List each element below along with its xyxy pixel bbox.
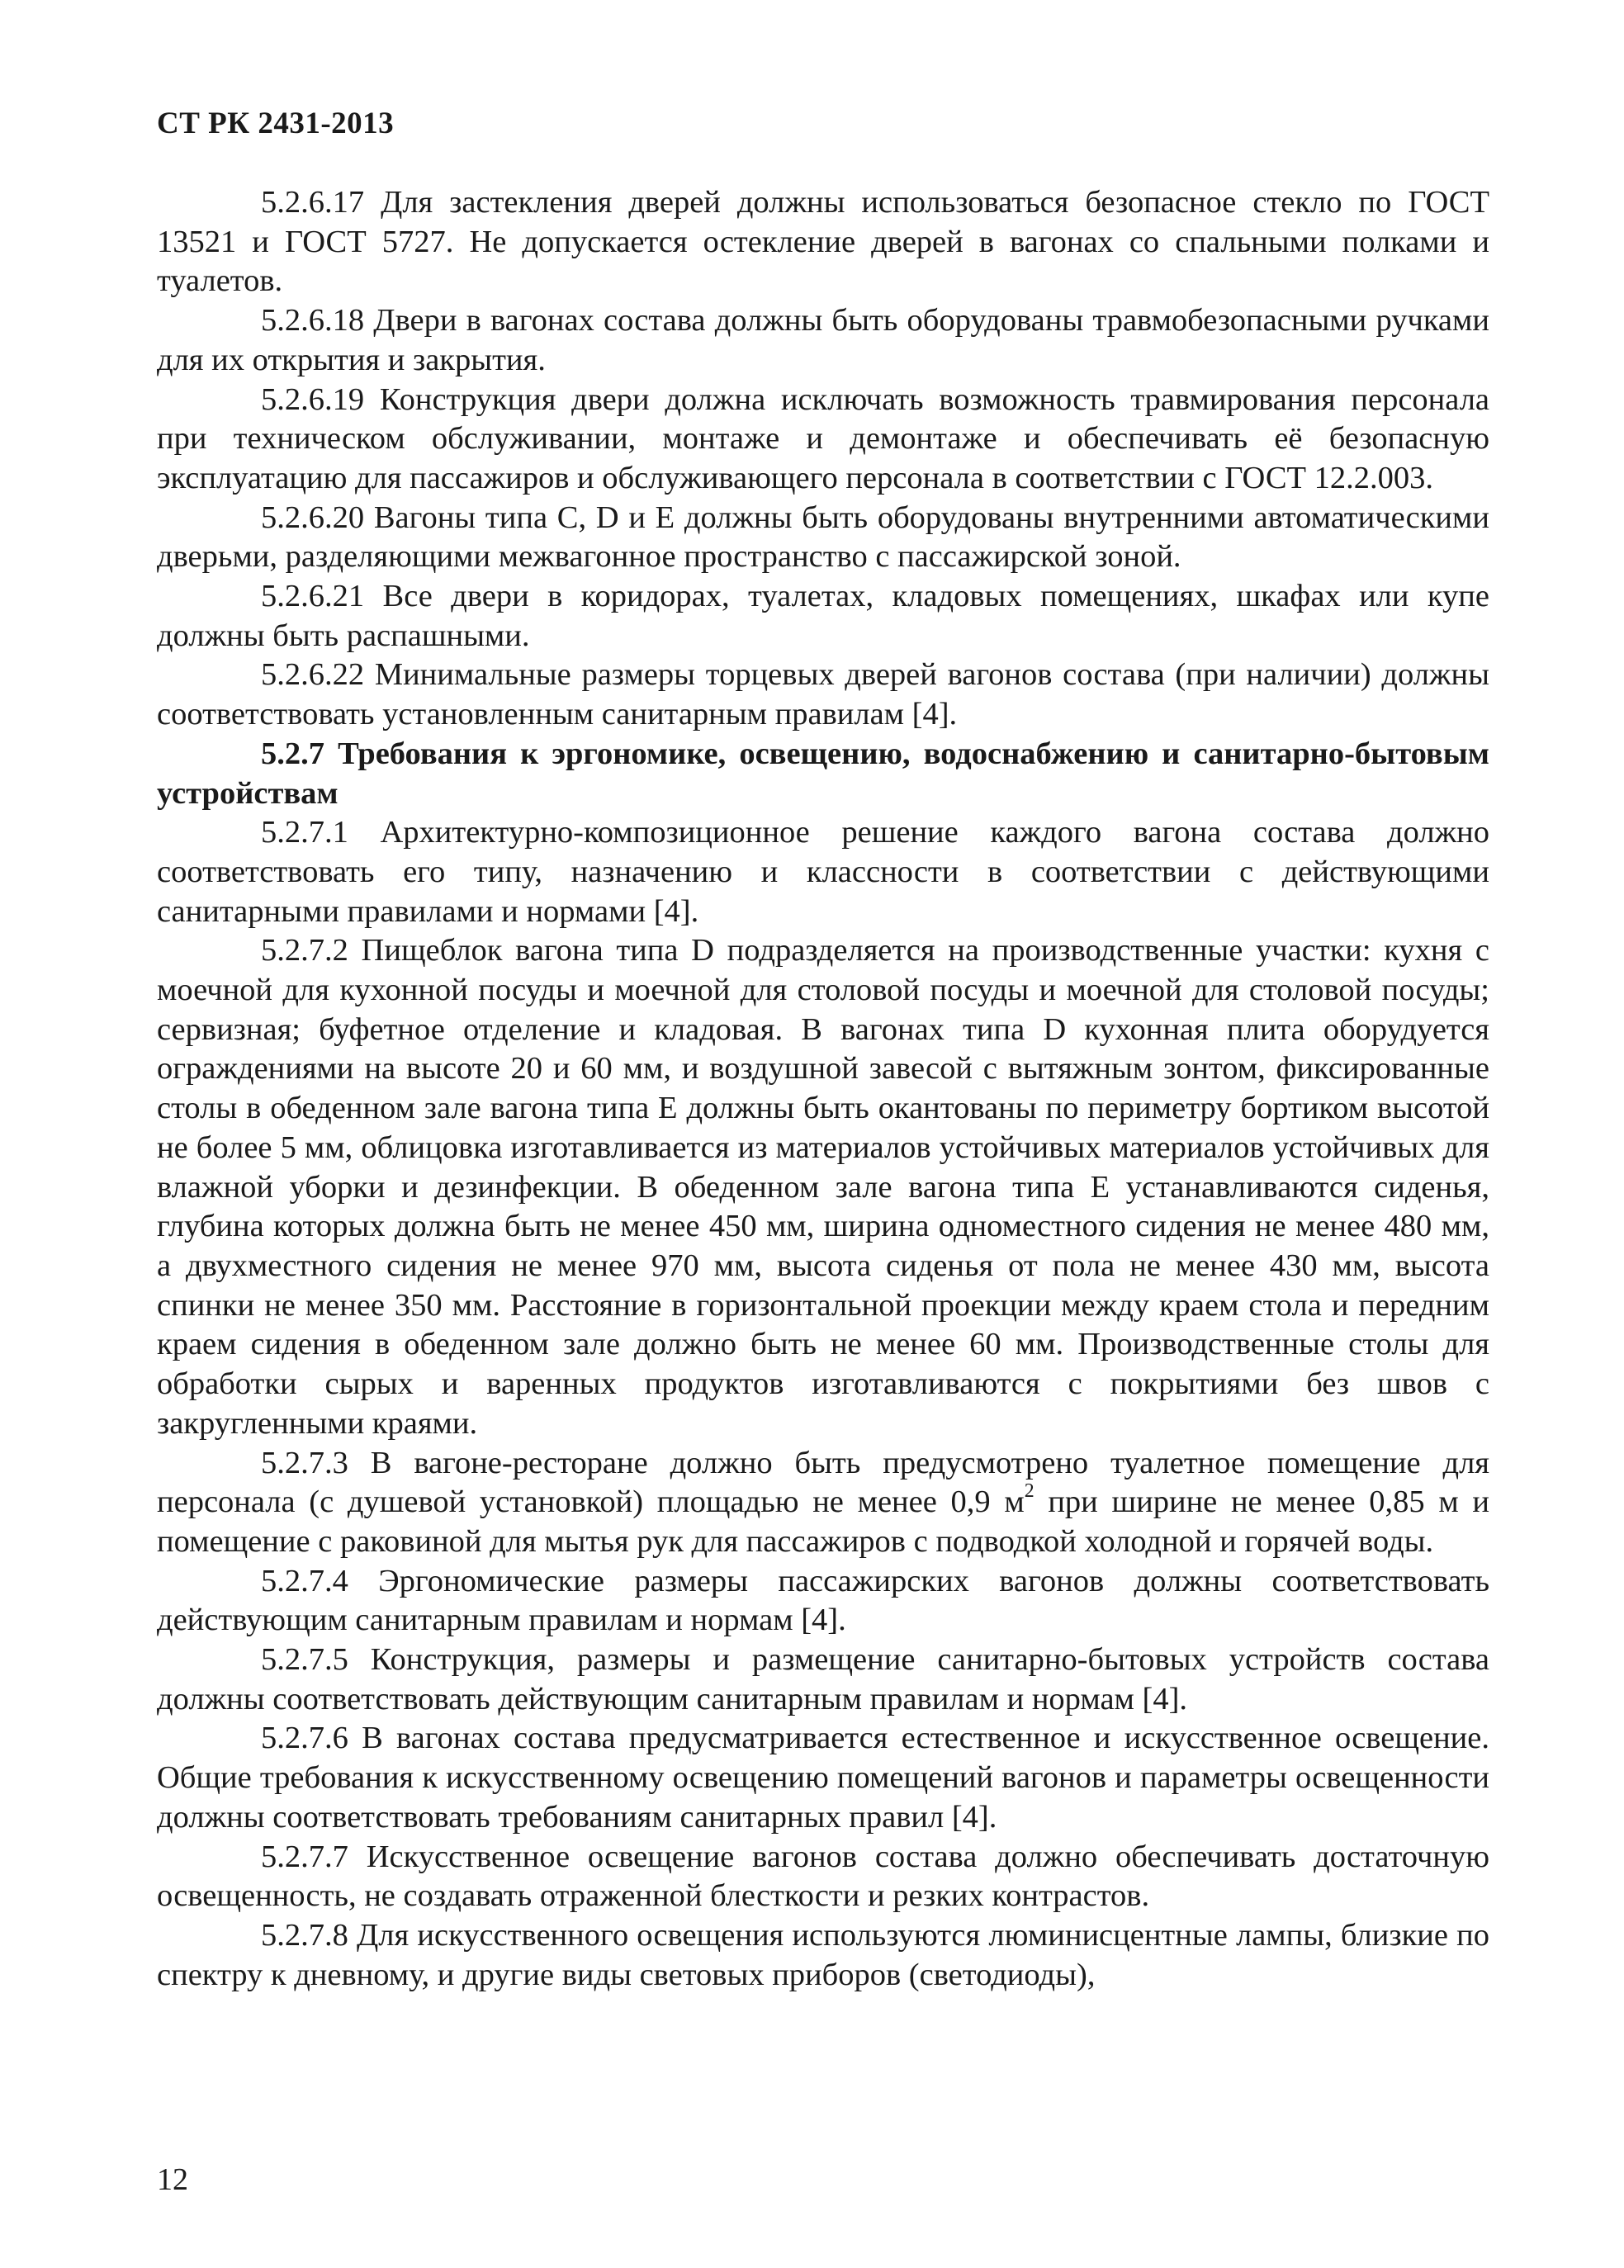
- paragraph-5-2-6-19: 5.2.6.19 Конструкция двери должна исключать возможность травмирования персонала при техническом обслуживании, монтаже и демонтаже и обеспечивать её безопасную эксплуатацию для пассажиров и обслуживающего персонала в соответствии с ГОСТ 12.2.003.: [157, 381, 1489, 495]
- paragraph-5-2-7-7: 5.2.7.7 Искусственное освещение вагонов состава должно обеспечивать достаточную освещенность, не создавать отраженной блесткости и резких контрастов.: [157, 1839, 1489, 1914]
- paragraph-5-2-7-3: [157, 1444, 1489, 1562]
- paragraph-5-2-6-18: 5.2.6.18 Двери в вагонах состава должны быть оборудованы травмобезопасными ручками для их открытия и закрытия.: [157, 303, 1489, 377]
- page-number: 12: [157, 2162, 188, 2197]
- paragraph-5-2-6-22: 5.2.6.22 Минимальные размеры торцевых дверей вагонов состава (при наличии) должны соответствовать установленным санитарным правилам [4].: [157, 657, 1489, 732]
- paragraph-5-2-7-6: 5.2.7.6 В вагонах состава предусматривается естественное и искусственное освещение. Общие требования к искусственному освещению помещений вагонов и параметры освещенности должны соответствовать требованиям санитарных правил [4].: [157, 1721, 1489, 1835]
- paragraph-5-2-7-2: 5.2.7.2 Пищеблок вагона типа D подразделяется на производственные участки: кухня с моечной для кухонной посуды и моечной для столовой посуды и моечной для столовой посуды; сервизная; буфетное отделение и кладовая. В вагонах типа D кухонная плита оборудуется ограждениями на высоте 20 и 60 мм, и воздушной завесой с вытяжным зонтом, фиксированные столы в обеденном зале вагона типа Е должны быть окантованы по периметру бортиком высотой не более 5 мм, облицовка изготавливается из материалов устойчивых материалов устойчивых для влажной уборки и дезинфекции. В обеденном зале вагона типа Е устанавливаются сиденья, глубина которых должна быть не менее 450 мм, ширина одноместного сидения не менее 480 мм, а двухместного сидения не менее 970 мм, высота сиденья от пола не менее 430 мм, высота спинки не менее 350 мм. Расстояние в горизонтальной проекции между краем стола и передним краем сидения в обеденном зале должно быть не менее 60 мм. Производственные столы для обработки сырых и варенных продуктов изготавливаются с покрытиями без швов с закругленными краями.: [157, 933, 1489, 1441]
- square-superscript: 2: [1024, 1480, 1035, 1503]
- paragraph-5-2-7-3-before: 5.2.7.3 В вагоне-ресторане должно быть предусмотрено туалетное помещение для персонала (с душевой установкой) площадью не менее 0,9 м: [157, 1445, 1489, 1520]
- paragraph-5-2-6-21: 5.2.6.21 Все двери в коридорах, туалетах, кладовых помещениях, шкафах или купе должны быть распашными.: [157, 579, 1489, 653]
- paragraph-5-2-7-3-after: при ширине не менее 0,85 м и помещение с раковиной для мытья рук для пассажиров с подводкой холодной и горячей воды.: [157, 1484, 1489, 1559]
- section-heading-5-2-7: 5.2.7 Требования к эргономике, освещению, водоснабжению и санитарно-бытовым устройствам: [157, 736, 1489, 811]
- document-header-code: СТ РК 2431-2013: [157, 107, 395, 140]
- paragraph-5-2-7-1: 5.2.7.1 Архитектурно-композиционное решение каждого вагона состава должно соответствовать его типу, назначению и классности в соответствии с действующими санитарными правилами и нормами [4].: [157, 815, 1489, 929]
- paragraph-5-2-6-17: 5.2.6.17 Для застекления дверей должны использоваться безопасное стекло по ГОСТ 13521 и ГОСТ 5727. Не допускается остекление дверей в вагонах со спальными полками и туалетов.: [157, 185, 1489, 299]
- paragraph-5-2-7-4: 5.2.7.4 Эргономические размеры пассажирских вагонов должны соответствовать действующим санитарным правилам и нормам [4].: [157, 1563, 1489, 1638]
- paragraph-5-2-7-8: 5.2.7.8 Для искусственного освещения используются люминисцентные лампы, близкие по спектру к дневному, и другие виды световых приборов (светодиоды),: [157, 1917, 1489, 1992]
- paragraph-5-2-7-5: 5.2.7.5 Конструкция, размеры и размещение санитарно-бытовых устройств состава должны соответствовать действующим санитарным правилам и нормам [4].: [157, 1642, 1489, 1716]
- document-body: [157, 183, 1489, 1995]
- paragraph-5-2-6-20: 5.2.6.20 Вагоны типа С, D и Е должны быть оборудованы внутренними автоматическими дверьми, разделяющими межвагонное пространство с пассажирской зоной.: [157, 500, 1489, 575]
